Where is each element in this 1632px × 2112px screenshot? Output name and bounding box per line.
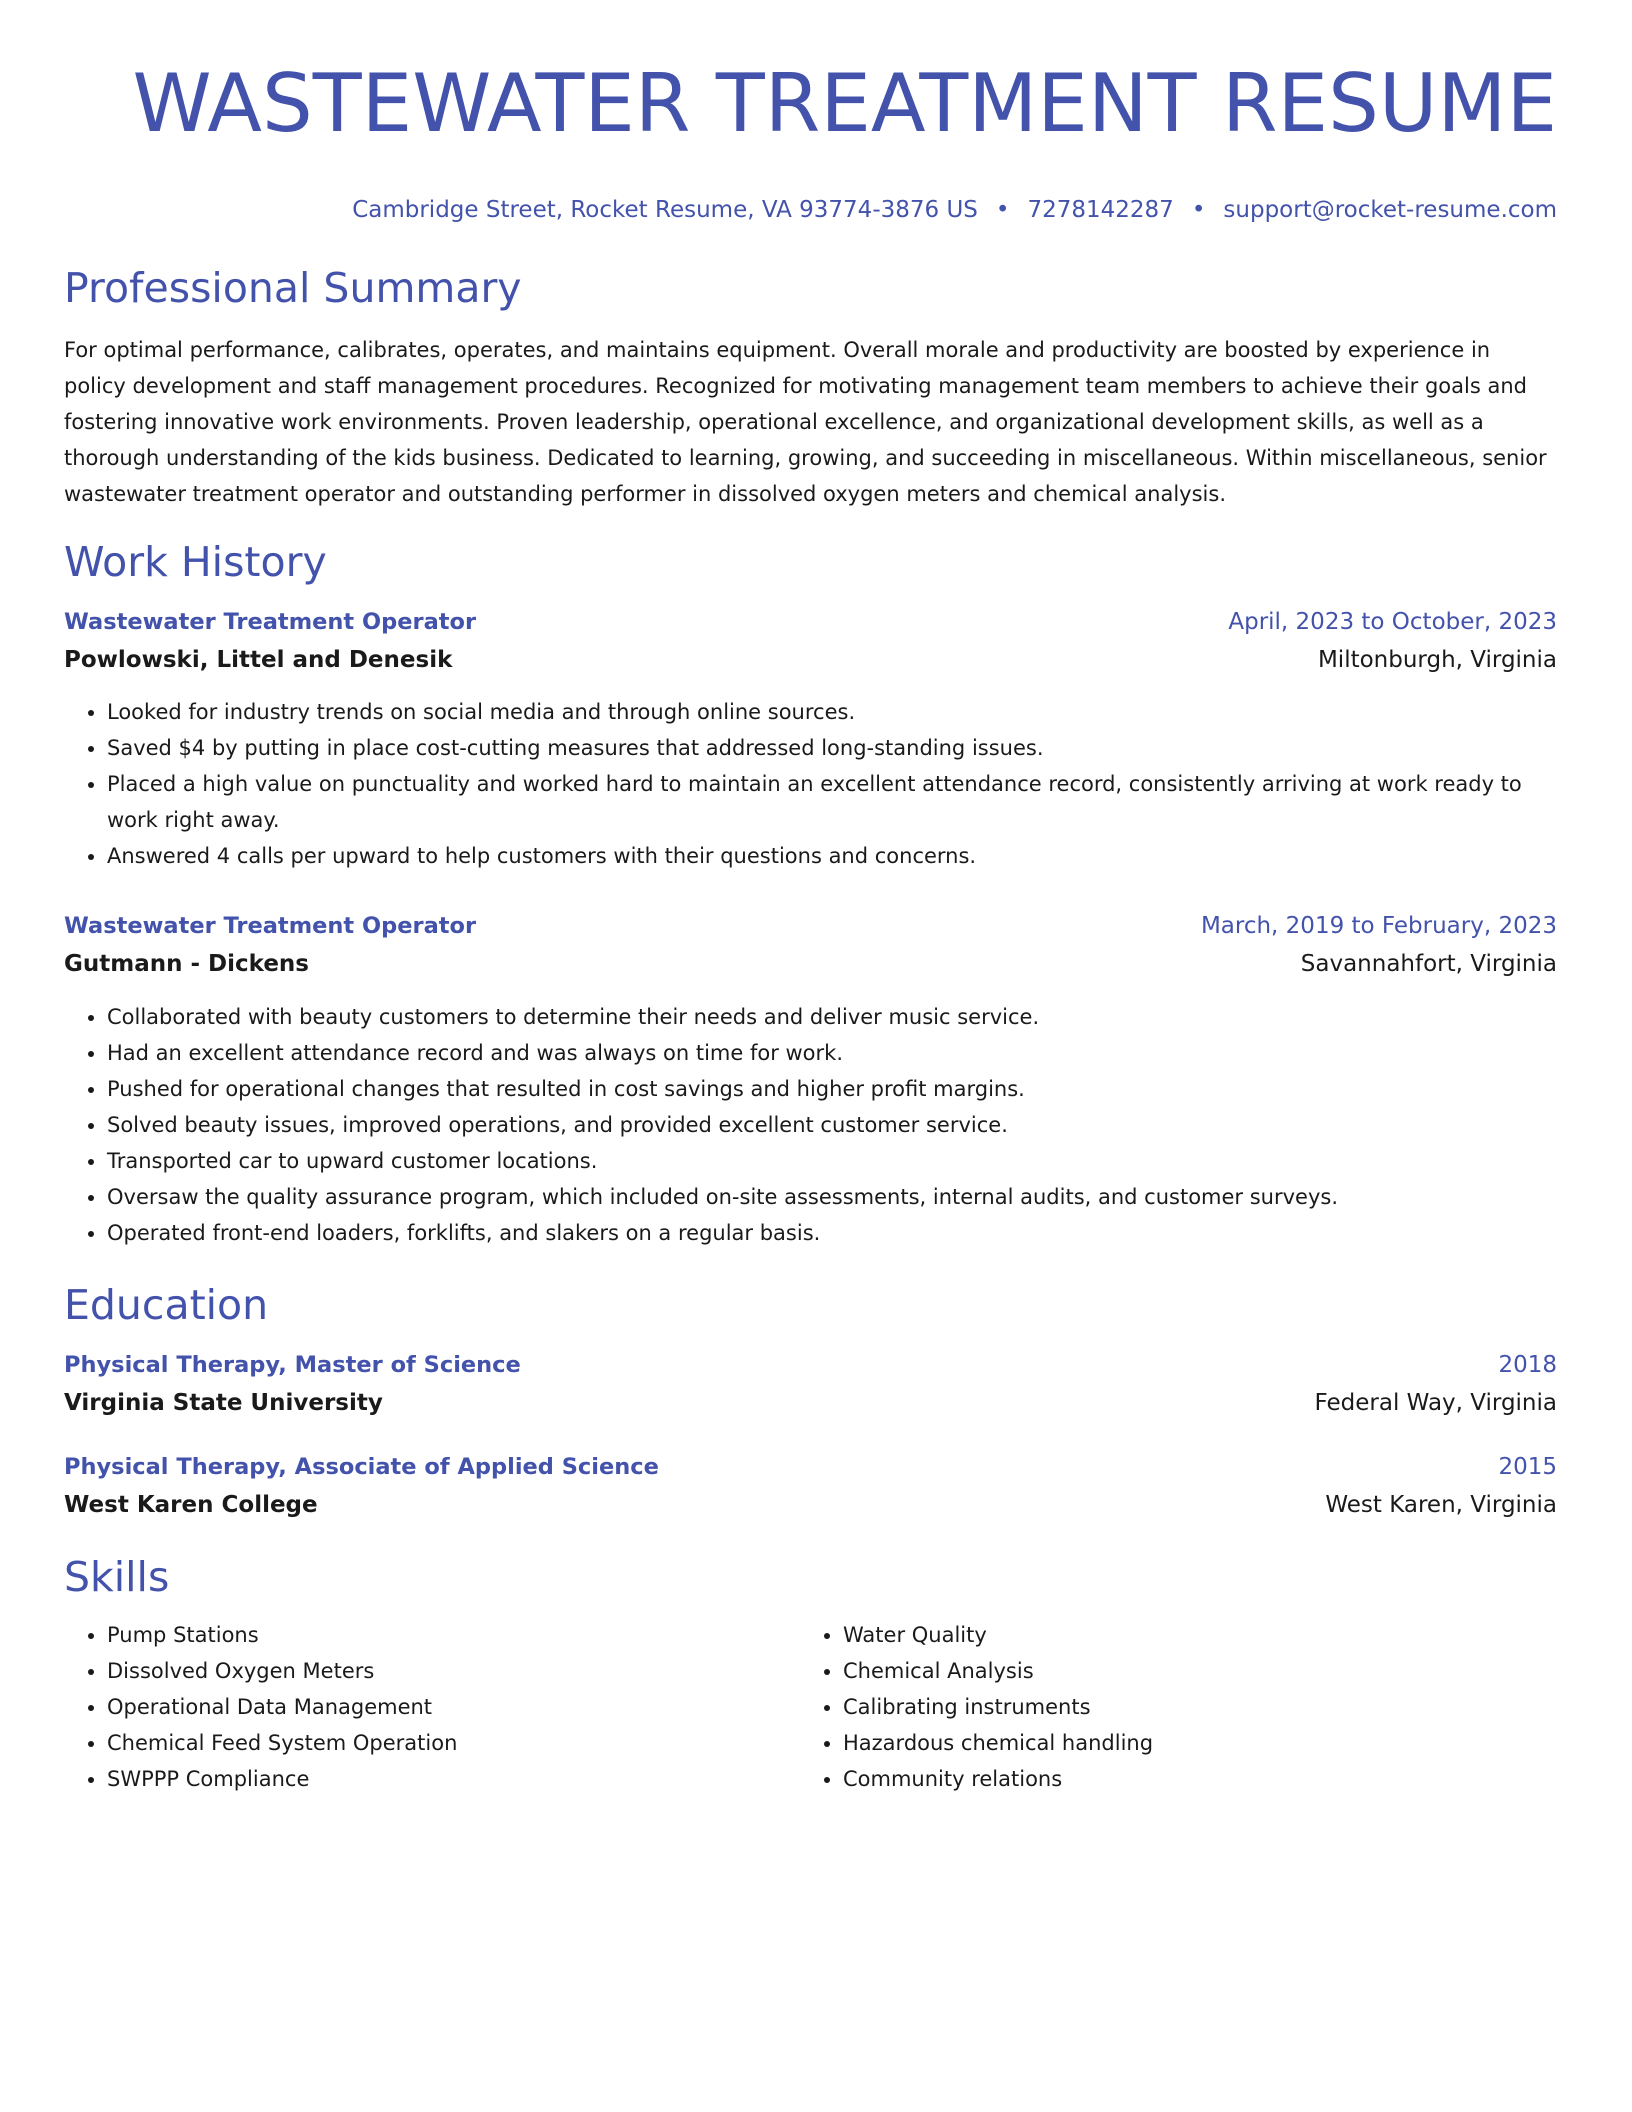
job-title: Wastewater Treatment Operator bbox=[64, 609, 477, 635]
education-year: 2015 bbox=[1498, 1454, 1557, 1480]
job-company-row bbox=[64, 944, 1557, 984]
job-bullet: • Transported car to upward customer locations. bbox=[107, 1143, 1557, 1179]
resume-title: WASTEWATER TREATMENT RESUME bbox=[132, 57, 1557, 150]
education-entry bbox=[64, 1347, 1557, 1423]
job-company: Powlowski, Littel and Denesik bbox=[64, 647, 453, 673]
education-school: West Karen College bbox=[64, 1492, 318, 1518]
job-bullet: • Solved beauty issues, improved operations, and provided excellent customer service. bbox=[107, 1107, 1557, 1143]
education-degree-row bbox=[64, 1347, 1557, 1383]
job-title: Wastewater Treatment Operator bbox=[64, 913, 477, 939]
skills-list bbox=[64, 1617, 800, 1797]
job-location: Savannahfort, Virginia bbox=[1300, 951, 1557, 977]
education-year: 2018 bbox=[1498, 1352, 1557, 1378]
job-location: Miltonburgh, Virginia bbox=[1317, 647, 1557, 673]
skill-item: • Chemical Analysis bbox=[843, 1653, 1536, 1689]
job-title-row bbox=[64, 908, 1557, 944]
skills-column-left bbox=[64, 1617, 800, 1797]
job-company: Gutmann - Dickens bbox=[64, 951, 309, 977]
work-history-heading: Work History bbox=[64, 538, 327, 586]
contact-email[interactable]: support@rocket-resume.com bbox=[1223, 197, 1557, 223]
job-bullet: • Collaborated with beauty customers to determine their needs and deliver music service. bbox=[107, 999, 1557, 1035]
job-bullet: • Answered 4 calls per upward to help customers with their questions and concerns. bbox=[107, 838, 1557, 874]
skill-item: • SWPPP Compliance bbox=[107, 1761, 800, 1797]
skill-item: • Calibrating instruments bbox=[843, 1689, 1536, 1725]
job-bullet: • Had an excellent attendance record and was always on time for work. bbox=[107, 1035, 1557, 1071]
education-school-row bbox=[64, 1383, 1557, 1423]
skill-item: • Pump Stations bbox=[107, 1617, 800, 1653]
job-bullet: • Pushed for operational changes that resulted in cost savings and higher profit margins. bbox=[107, 1071, 1557, 1107]
education-heading: Education bbox=[64, 1281, 269, 1329]
contact-line bbox=[64, 194, 1557, 226]
skills-heading: Skills bbox=[64, 1553, 170, 1601]
job-bullet: • Looked for industry trends on social media and through online sources. bbox=[107, 694, 1557, 730]
contact-separator: • bbox=[1191, 197, 1206, 223]
job-bullets bbox=[64, 694, 1557, 874]
contact-separator: • bbox=[995, 197, 1010, 223]
contact-phone: 7278142287 bbox=[1027, 197, 1174, 223]
contact-address: Cambridge Street, Rocket Resume, VA 93774-3876 US bbox=[352, 197, 978, 223]
skill-item: • Hazardous chemical handling bbox=[843, 1725, 1536, 1761]
job-bullets bbox=[64, 999, 1557, 1251]
skills-column-right bbox=[800, 1617, 1536, 1797]
job-bullet: • Saved $4 by putting in place cost-cutting measures that addressed long-standing issues. bbox=[107, 730, 1557, 766]
education-location: West Karen, Virginia bbox=[1325, 1492, 1557, 1518]
job-company-row bbox=[64, 640, 1557, 680]
skill-item: • Dissolved Oxygen Meters bbox=[107, 1653, 800, 1689]
education-location: Federal Way, Virginia bbox=[1314, 1390, 1557, 1416]
skills-grid bbox=[64, 1617, 1557, 1797]
job-dates: April, 2023 to October, 2023 bbox=[1228, 609, 1557, 635]
job-title-row bbox=[64, 604, 1557, 640]
education-school: Virginia State University bbox=[64, 1390, 383, 1416]
education-degree: Physical Therapy, Associate of Applied Science bbox=[64, 1454, 659, 1480]
skill-item: • Water Quality bbox=[843, 1617, 1536, 1653]
education-entry bbox=[64, 1449, 1557, 1525]
education-degree-row bbox=[64, 1449, 1557, 1485]
summary-heading: Professional Summary bbox=[64, 264, 522, 312]
skill-item: • Operational Data Management bbox=[107, 1689, 800, 1725]
job-bullet: • Oversaw the quality assurance program, which included on-site assessments, internal audits, and customer surveys. bbox=[107, 1179, 1557, 1215]
skills-list bbox=[800, 1617, 1536, 1797]
job-bullet: • Placed a high value on punctuality and worked hard to maintain an excellent attendance record, consistently arriving at work ready to work right away. bbox=[107, 766, 1557, 838]
job-dates: March, 2019 to February, 2023 bbox=[1200, 913, 1557, 939]
job-entry bbox=[64, 604, 1557, 874]
skill-item: • Chemical Feed System Operation bbox=[107, 1725, 800, 1761]
skill-item: • Community relations bbox=[843, 1761, 1536, 1797]
job-entry bbox=[64, 908, 1557, 1251]
education-degree: Physical Therapy, Master of Science bbox=[64, 1352, 521, 1378]
education-school-row bbox=[64, 1485, 1557, 1525]
summary-text: For optimal performance, calibrates, operates, and maintains equipment. Overall morale and productivity are boosted by experience in policy development and staff management procedures. Recognized for motivating management team members to achieve their goals and fostering innovative work environments. Proven leadership, operational excellence, and organizational development skills, as well as a thorough understanding of the kids business. Dedicated to learning, growing, and succeeding in miscellaneous. Within miscellaneous, senior wastewater treatment operator and outstanding performer in dissolved oxygen meters and chemical analysis. bbox=[64, 338, 1547, 506]
job-bullet: • Operated front-end loaders, forklifts, and slakers on a regular basis. bbox=[107, 1215, 1557, 1251]
